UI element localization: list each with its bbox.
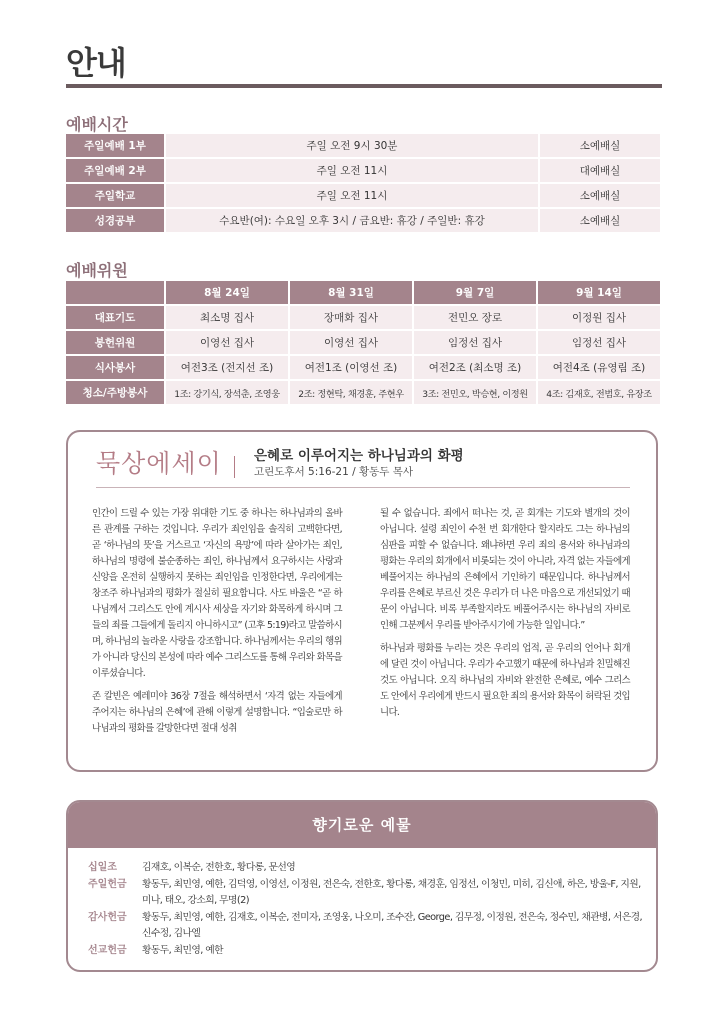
schedule-label: 주일예배 2부 [66,159,164,182]
committee-header-row [66,281,660,304]
offering-row [88,860,644,876]
schedule-place: 대예배실 [540,159,660,182]
committee-row [66,306,660,329]
title-rule [66,84,662,88]
committee-cell: 이영선 집사 [166,331,288,354]
meditation-subtitle: 고린도후서 5:16-21 / 황동두 목사 [254,466,414,478]
page-title: 안내 [66,44,126,82]
committee-cell: 전민오 장로 [414,306,536,329]
committee-corner [66,281,164,304]
schedule-row [66,159,660,182]
committee-cell: 3조: 전민오, 박승현, 이정원 [414,381,536,404]
meditation-paragraph: 될 수 없습니다. 죄에서 떠나는 것, 곧 회개는 기도와 별개의 것이 아닙니다. 설령 죄인이 수천 번 회개한다 할지라도 그는 하나님의 심판을 피할 수 없습니다. 왜냐하면 우리 죄의 용서와 하나님과의 평화는 우리의 회개에서 비롯되는 것이 아니라, 자격 없는 자들에게 베풀어지는 하나님의 은혜에서 기인하기 때문입니다. 하나님께서 우리를 은혜로 부르신 것은 우리가 더 나은 마음으로 개선되었기 때문이 아닙니다. 비록 부족할지라도 베풀어주시는 하나님의 자비로 인해 그분께서 우리를 받아주시기에 가능한 일입니다.” [380,508,630,631]
committee-role: 대표기도 [66,306,164,329]
meditation-paragraph: 존 칼빈은 예레미야 36장 7절을 해석하면서 ‘자격 없는 자들에게 주어지는 하나님의 은혜’에 관해 이렇게 설명합니다. “입술로만 하나님과의 평화를 갈망한다면 절대 성취 [92,691,342,734]
schedule-label: 성경공부 [66,209,164,232]
meditation-divider [234,456,235,478]
meditation-title: 은혜로 이루어지는 하나님과의 화평 [254,448,464,464]
committee-cell: 여전4조 (유영림 조) [538,356,660,379]
committee-cell: 2조: 정현탁, 채경훈, 주현우 [290,381,412,404]
schedule-table [64,132,662,234]
meditation-rule [96,487,630,488]
committee-cell: 장매화 집사 [290,306,412,329]
schedule-row [66,134,660,157]
schedule-heading: 예배시간 [66,115,128,134]
meditation-column-left [92,506,342,744]
meditation-column-right [380,506,630,728]
schedule-time: 주일 오전 11시 [166,159,538,182]
offering-label: 십일조 [88,862,117,873]
offering-label: 주일헌금 [88,879,127,890]
offering-row [88,943,644,959]
schedule-time: 주일 오전 9시 30분 [166,134,538,157]
schedule-time: 수요반(여): 수요일 오후 3시 / 금요반: 휴강 / 주일반: 휴강 [166,209,538,232]
meditation-paragraph: 인간이 드릴 수 있는 가장 위대한 기도 중 하나는 하나님과의 올바른 관계를 구하는 것입니다. 우리가 죄인임을 솔직히 고백한다면, 곧 ‘하나님의 뜻’을 거스르고 ‘자신의 욕망’에 따라 살아가는 죄인, 하나님의 명령에 불순종하는 죄인, 하나님께서 요구하시는 사랑과 신앙을 온전히 실행하지 못하는 죄인임을 인정한다면, 우리에게는 창조주 하나님과의 평화가 절실히 필요합니다. 사도 바울은 “곧 하나님께서 그리스도 안에 계시사 세상을 자기와 화목하게 하시며 그들의 죄를 그들에게 돌리지 아니하시고” (고후 5:19)라고 말씀하시며, 하나님의 놀라운 사랑을 강조합니다. 하나님께서는 우리의 행위가 아니라 당신의 본성에 따라 예수 그리스도를 통해 우리와 화목을 이루셨습니다. [92,508,342,679]
offerings-list [88,860,644,960]
committee-role: 식사봉사 [66,356,164,379]
offering-names: 김재호, 이복순, 전한호, 황다롱, 문선영 [142,862,296,873]
committee-cell: 여전3조 (전지선 조) [166,356,288,379]
schedule-time: 주일 오전 11시 [166,184,538,207]
committee-role: 봉헌위원 [66,331,164,354]
schedule-label: 주일예배 1부 [66,134,164,157]
meditation-box [66,430,658,772]
committee-cell: 4조: 김재호, 전범호, 유장조 [538,381,660,404]
committee-role: 청소/주방봉사 [66,381,164,404]
offering-label: 선교헌금 [88,945,127,956]
offering-label: 감사헌금 [88,912,127,923]
schedule-label: 주일학교 [66,184,164,207]
meditation-label: 묵상에세이 [96,449,222,478]
committee-date: 8월 31일 [290,281,412,304]
committee-date: 9월 14일 [538,281,660,304]
schedule-row [66,209,660,232]
schedule-place: 소예배실 [540,184,660,207]
offering-row [88,910,644,942]
offering-names: 황동두, 최민영, 예한, 김재호, 이복순, 전미자, 조영웅, 나오미, 조수잔, George, 김무정, 이정원, 전은숙, 정수민, 채관병, 서은경, 신수정, 김나엘 [142,912,643,939]
committee-cell: 최소명 집사 [166,306,288,329]
committee-row [66,331,660,354]
committee-row [66,356,660,379]
offering-names: 황동두, 최민영, 예한 [142,945,223,956]
offerings-heading: 향기로운 예물 [68,802,656,848]
committee-cell: 이정원 집사 [538,306,660,329]
schedule-place: 소예배실 [540,209,660,232]
schedule-row [66,184,660,207]
committee-date: 8월 24일 [166,281,288,304]
offering-names: 황동두, 최민영, 예한, 김덕영, 이영선, 이정원, 전은숙, 전한호, 황다롱, 채경훈, 임정선, 이청민, 미히, 김신애, 하은, 방울-F, 지원, 미나, 태오, 강소희, 무명(2) [142,879,641,906]
schedule-place: 소예배실 [540,134,660,157]
offerings-box [66,800,658,972]
committee-cell: 임정선 집사 [414,331,536,354]
committee-cell: 이영선 집사 [290,331,412,354]
committee-cell: 여전2조 (최소명 조) [414,356,536,379]
committee-table [64,279,662,406]
committee-heading: 예배위원 [66,261,128,280]
committee-cell: 임정선 집사 [538,331,660,354]
committee-row [66,381,660,404]
committee-cell: 여전1조 (이영선 조) [290,356,412,379]
offering-row [88,877,644,909]
committee-date: 9월 7일 [414,281,536,304]
meditation-paragraph: 하나님과 평화를 누리는 것은 우리의 업적, 곧 우리의 언어나 회개에 달린 것이 아닙니다. 우리가 수고했기 때문에 하나님과 친밀해진 것도 아닙니다. 오직 하나님의 자비와 완전한 은혜로, 예수 그리스도 안에서 우리에게 반드시 필요한 죄의 용서와 화목이 허락된 것입니다. [380,643,630,718]
committee-cell: 1조: 강기식, 장석춘, 조영웅 [166,381,288,404]
